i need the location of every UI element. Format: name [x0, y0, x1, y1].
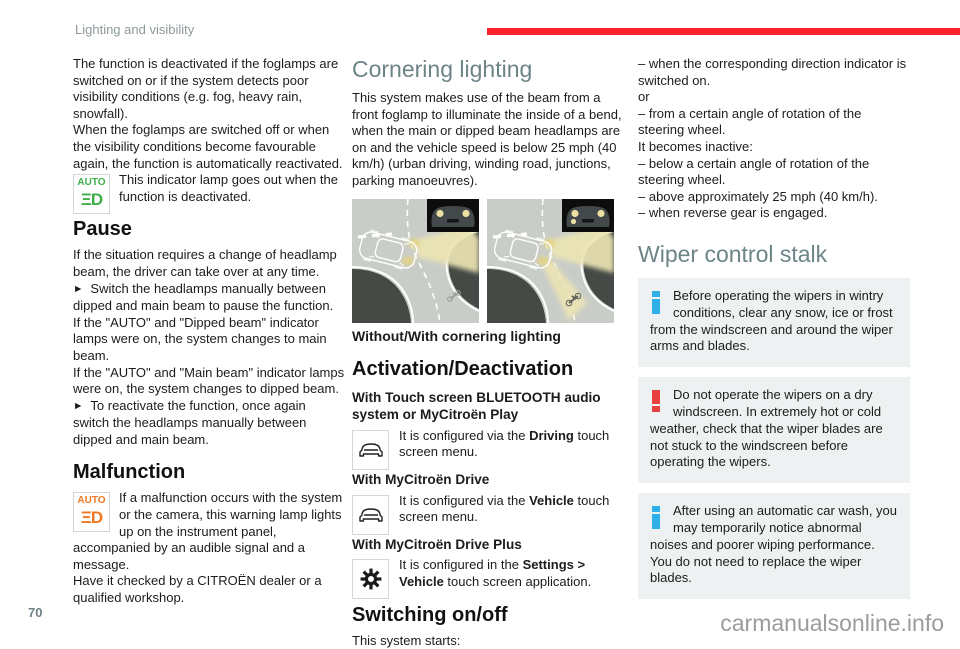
- list-item: It becomes inactive:: [638, 138, 753, 154]
- info-box: Before operating the wipers in wintry conditions, clear any snow, ice or frost from the windscreen and around the wiper arms and blades.: [638, 278, 910, 367]
- info-icon: [652, 291, 660, 314]
- auto-headlamp-warning-icon: AUTO ΞD: [73, 492, 110, 532]
- watermark: carmanualsonline.info: [720, 610, 944, 636]
- switching-on-off-heading: Switching on/off: [352, 603, 508, 626]
- config-row: It is configured in the Settings > Vehicle touch screen application.: [352, 557, 624, 590]
- inset-car-front-icon: [566, 206, 609, 227]
- arrow-bullet-icon: ►: [73, 282, 84, 295]
- list-item: – when reverse gear is engaged.: [638, 205, 828, 221]
- info-icon: [652, 506, 660, 529]
- paragraph: When the foglamps are switched off or when the visibility conditions become favourable again, the function is automatically reactivated.: [73, 122, 343, 171]
- list-item: – when the corresponding direction indicator is switched on.: [638, 56, 907, 88]
- page-number: 70: [28, 605, 43, 620]
- list-item: – from a certain angle of rotation of the steering wheel.: [638, 105, 862, 138]
- section-accent-bar: [487, 28, 960, 35]
- column-2: [352, 56, 624, 649]
- column-1: [73, 56, 345, 607]
- paragraph: If a malfunction occurs with the system or the camera, this warning lamp lights up on the instrument panel, accompanied by an audible signal and a message.: [73, 490, 343, 572]
- malfunction-heading: Malfunction: [73, 461, 186, 484]
- indicator-row: [73, 172, 345, 210]
- config-row: It is configured via the Driving touch screen menu.: [352, 428, 624, 461]
- auto-headlamp-indicator-icon: AUTO ΞD: [73, 174, 110, 214]
- arrow-bullet-icon: ►: [73, 399, 84, 412]
- paragraph: This system starts:: [352, 632, 461, 648]
- config-subheading: With MyCitroën Drive Plus: [352, 536, 522, 552]
- paragraph: This system makes use of the beam from a front foglamp to illuminate the inside of a bend, when the main or dipped beam headlamps are on and the vehicle speed is below 25 mph (40 km/h) (urban driving, winding road, junctions, parking manoeuvres).: [352, 90, 622, 188]
- indicator-caption: This indicator lamp goes out when the function is deactivated.: [119, 172, 338, 204]
- instruction-bullet: ► To reactivate the function, once again switch the headlamps manually between dipped and main beam.: [73, 397, 307, 447]
- instruction-bullet: ► Switch the headlamps manually between dipped and main beam to pause the function.: [73, 280, 334, 314]
- activation-deactivation-heading: Activation/Deactivation: [352, 358, 574, 381]
- warning-box: Do not operate the wipers on a dry windscreen. In extremely hot or cold weather, check that the wiper blades are not stuck to the windscreen before operating the wipers.: [638, 377, 910, 483]
- illustration-caption: Without/With cornering lighting: [352, 327, 561, 344]
- paragraph: If the "AUTO" and "Dipped beam" indicator lamps were on, the system changes to main beam.: [73, 314, 327, 363]
- section-header-label: Lighting and visibility: [75, 22, 195, 37]
- inset-car-front-icon: [431, 206, 474, 227]
- list-item: – above approximately 25 mph (40 km/h).: [638, 188, 878, 204]
- list-item: or: [638, 89, 650, 105]
- illustration-without-cornering-lighting: [352, 199, 479, 323]
- paragraph: Have it checked by a CITROËN dealer or a qualified workshop.: [73, 573, 322, 606]
- car-icon: [352, 495, 389, 535]
- illustration-with-cornering-lighting: [487, 199, 614, 323]
- warning-icon: [652, 390, 660, 412]
- car-icon: [352, 430, 389, 470]
- config-subheading: With Touch screen BLUETOOTH audio system or MyCitroën Play: [352, 390, 601, 422]
- gear-icon: [352, 559, 389, 599]
- paragraph: If the "AUTO" and "Main beam" indicator lamps were on, the system changes to dipped beam.: [73, 364, 345, 397]
- paragraph: If the situation requires a change of headlamp beam, the driver can take over at any time.: [73, 247, 337, 279]
- wiper-control-stalk-heading: Wiper control stalk: [638, 240, 828, 267]
- cornering-lighting-heading: Cornering lighting: [352, 56, 533, 82]
- column-3: [638, 56, 910, 599]
- info-box: After using an automatic car wash, you may temporarily notice abnormal noises and poorer wiping performance. You do not need to replace the wiper blades.: [638, 493, 910, 599]
- config-row: It is configured via the Vehicle touch screen menu.: [352, 493, 624, 526]
- cornering-lighting-illustrations: [352, 199, 624, 323]
- indicator-row: [73, 490, 345, 606]
- paragraph: The function is deactivated if the foglamps are switched on or if the system detects poor visibility conditions (e.g. fog, heavy rain, snowfall).: [73, 56, 339, 121]
- list-item: – below a certain angle of rotation of the steering wheel.: [638, 155, 870, 188]
- config-subheading: With MyCitroën Drive: [352, 471, 490, 487]
- pause-heading: Pause: [73, 218, 132, 241]
